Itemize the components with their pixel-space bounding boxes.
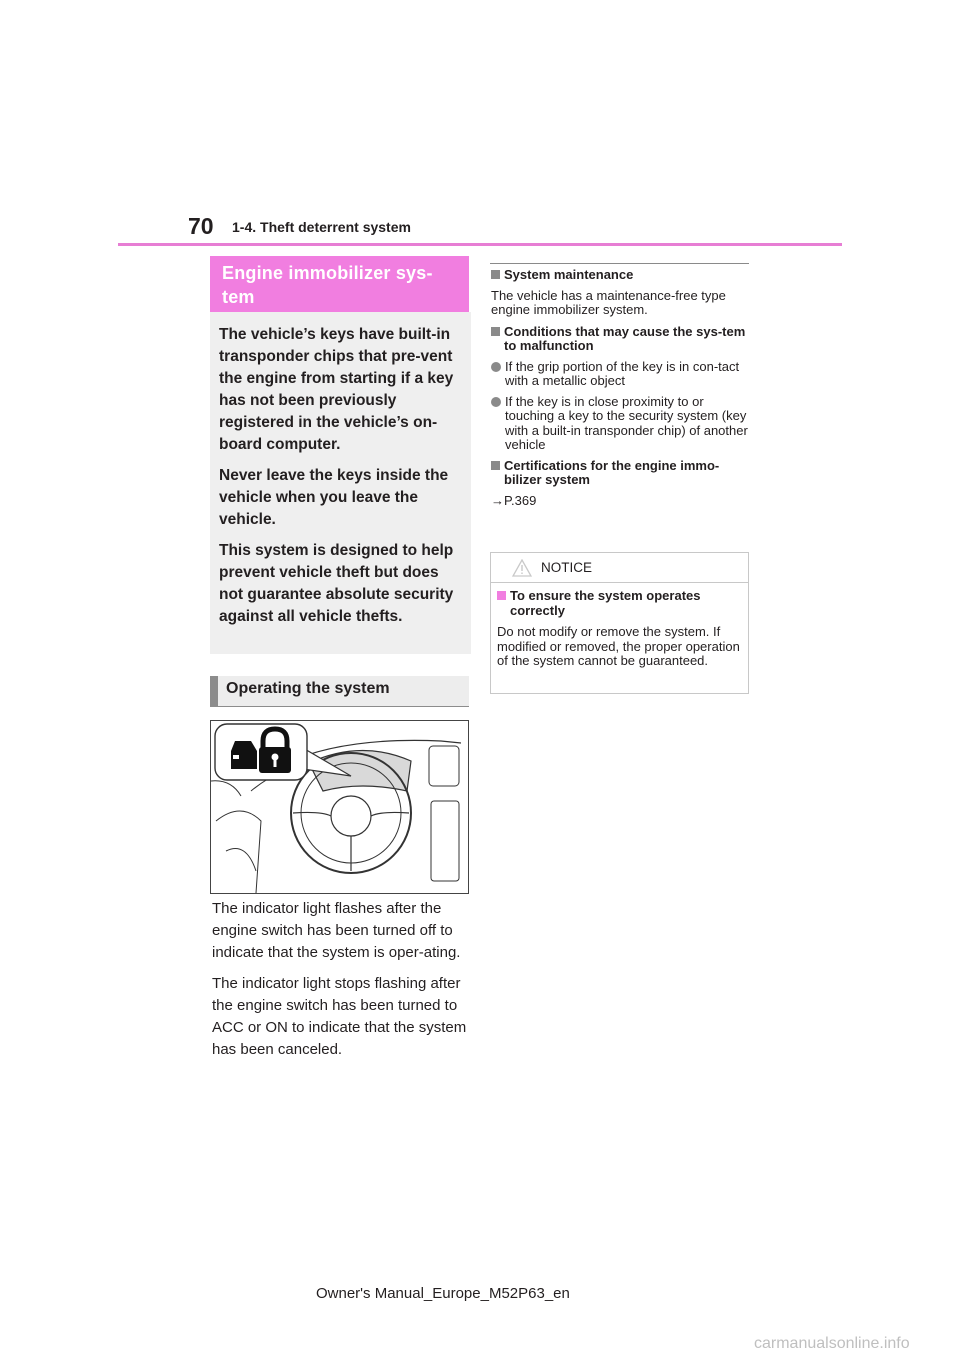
malfunction-heading <box>491 325 749 354</box>
square-bullet-icon <box>491 270 500 279</box>
maintenance-heading <box>491 268 749 283</box>
header-rule <box>118 243 842 246</box>
cert-heading-text: Certifications for the engine immo-bilizer system <box>504 457 720 487</box>
notice-body <box>491 583 748 669</box>
right-column <box>491 268 749 508</box>
list-item <box>491 360 749 389</box>
section-title: 1-4. Theft deterrent system <box>232 219 411 235</box>
right-column-rule <box>490 263 749 264</box>
page-number: 70 <box>188 213 214 239</box>
intro-paragraph: Never leave the keys inside the vehicle when you leave the vehicle. <box>219 467 449 528</box>
list-item <box>491 395 749 453</box>
maintenance-heading-text: System maintenance <box>504 267 634 282</box>
notice-heading <box>497 589 742 618</box>
operating-heading-box <box>210 676 469 706</box>
intro-paragraph: The vehicle’s keys have built-in transponder chips that pre-vent the engine from starting if a key has not been previously registered in the vehicle’s on-board computer. <box>219 326 454 453</box>
watermark: carmanualsonline.info <box>754 1335 910 1352</box>
notice-title: NOTICE <box>541 560 593 575</box>
operating-heading-rule <box>210 706 469 707</box>
notice-heading-text: To ensure the system operates correctly <box>510 588 701 618</box>
square-bullet-icon <box>491 461 500 470</box>
notice-text: Do not modify or remove the system. If modified or removed, the proper operation of the system cannot be guaranteed. <box>497 624 740 668</box>
operating-body <box>212 898 468 1070</box>
maintenance-text: The vehicle has a maintenance-free type engine immobilizer system. <box>491 287 726 317</box>
section-heading: Engine immobilizer sys-tem <box>222 263 433 307</box>
intro-box <box>210 312 471 654</box>
malfunction-heading-text: Conditions that may cause the sys-tem to malfunction <box>504 323 746 353</box>
footer-text: Owner's Manual_Europe_M52P63_en <box>316 1285 570 1302</box>
cert-heading <box>491 459 749 488</box>
list-item-text: If the key is in close proximity to or touching a key to the security system (key with a built-in transponder chip) of another vehicle <box>505 393 748 452</box>
immobilizer-indicator-figure <box>210 720 469 894</box>
notice-header <box>491 553 748 583</box>
cert-page-reference: →P.369 <box>491 492 537 508</box>
square-bullet-icon <box>491 327 500 336</box>
square-bullet-icon <box>497 591 506 600</box>
body-paragraph: The indicator light flashes after the engine switch has been turned off to indicate that the system is oper-ating. <box>212 900 461 961</box>
section-heading-box <box>210 256 469 312</box>
dashboard-illustration-icon <box>211 721 468 893</box>
warning-triangle-icon <box>512 559 532 577</box>
intro-paragraph: This system is designed to help prevent vehicle theft but does not guarantee absolute security against all vehicle thefts. <box>219 542 454 625</box>
body-paragraph: The indicator light stops flashing after the engine switch has been turned to ACC or ON to indicate that the system has been canceled. <box>212 975 467 1058</box>
round-bullet-icon <box>491 397 501 407</box>
intro-text <box>219 324 467 637</box>
round-bullet-icon <box>491 362 501 372</box>
notice-box <box>490 552 749 694</box>
list-item-text: If the grip portion of the key is in con-tact with a metallic object <box>505 358 740 388</box>
operating-heading: Operating the system <box>226 680 390 697</box>
